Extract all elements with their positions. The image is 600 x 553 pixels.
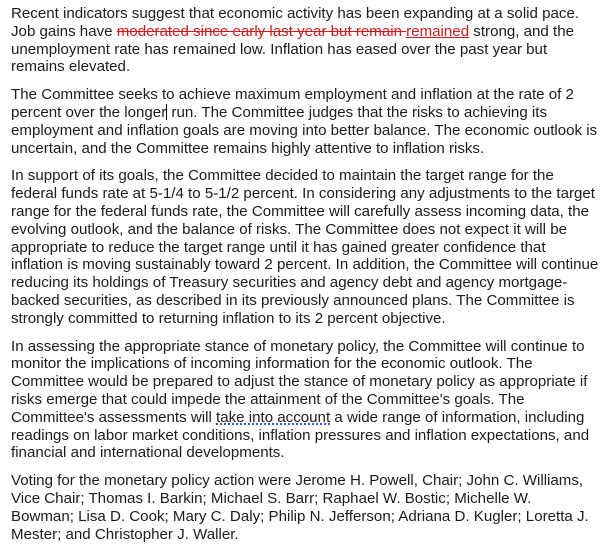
text-line: federal funds rate at 5-1/4 to 5-1/2 percent. In considering any adjustments to the target <box>11 185 595 203</box>
paragraph-economic-activity <box>11 5 593 76</box>
text-line: uncertain, and the Committee remains highly attentive to inflation risks. <box>11 139 485 157</box>
text-line: Committee would be prepared to adjust the stance of monetary policy as appropriate if <box>11 373 588 391</box>
text-line: risks emerge that could impede the attainment of the Committee's goals. The <box>11 390 525 408</box>
text-line: evolving outlook, and the balance of risks. The Committee does not expect it will be <box>11 220 567 238</box>
text-line: The Committee seeks to achieve maximum employment and inflation at the rate of 2 <box>11 86 574 104</box>
text-line <box>11 104 593 122</box>
text-line: monitor the implications of incoming information for the economic outlook. The <box>11 355 533 373</box>
text-line: employment and inflation goals are moving into better balance. The economic outlook is <box>11 121 598 139</box>
text-line: Recent indicators suggest that economic activity has been expanding at a solid pace. <box>11 5 580 22</box>
text-run: Job gains have <box>11 22 117 40</box>
text-line <box>11 409 593 427</box>
text-line: Vice Chair; Thomas I. Barkin; Michael S. Barr; Raphael W. Bostic; Michelle W. <box>11 489 532 507</box>
text-run: run. The Committee judges that the risks to achieving its <box>167 103 547 121</box>
text-line: backed securities, as described in its previously announced plans. The Committee is <box>11 291 575 309</box>
text-line: In support of its goals, the Committee decided to maintain the target range for the <box>11 167 554 185</box>
text-run: percent over the longer <box>11 103 167 121</box>
text-run: a wide range of information, including <box>330 408 585 426</box>
text-line: Bowman; Lisa D. Cook; Mary C. Daly; Philip N. Jefferson; Adriana D. Kugler; Loretta J. <box>11 507 589 525</box>
text-line: inflation is moving sustainably toward 2 percent. In addition, the Committee will continue <box>11 256 599 274</box>
text-run: strong, and the <box>469 22 574 40</box>
paragraph-voting-members <box>11 472 593 543</box>
text-line: unemployment rate has remained low. Inflation has eased over the past year but <box>11 40 548 58</box>
tracked-deletion[interactable]: moderated since early last year but remain <box>116 22 407 40</box>
text-line: Voting for the monetary policy action were Jerome H. Powell, Chair; John C. Williams, <box>11 472 584 490</box>
text-line: remains elevated. <box>11 58 131 76</box>
text-line: reducing its holdings of Treasury securities and agency debt and agency mortgage- <box>11 274 568 292</box>
document-body[interactable] <box>11 5 599 553</box>
text-line: range for the federal funds rate, the Committee will carefully assess incoming data, the <box>11 202 590 220</box>
paragraph-committee-goals <box>11 86 598 157</box>
text-line: readings on labor market conditions, inflation pressures and inflation expectations, and <box>11 426 590 444</box>
paragraph-target-range <box>11 167 599 327</box>
text-run: Committee's assessments will <box>11 408 217 426</box>
text-line: financial and international developments. <box>11 444 285 462</box>
text-line: appropriate to reduce the target range until it has gained greater confidence that <box>11 238 546 256</box>
text-line: In assessing the appropriate stance of monetary policy, the Committee will continue to <box>11 337 585 355</box>
text-line: strongly committed to returning inflation to its 2 percent objective. <box>11 309 446 327</box>
text-line: Mester; and Christopher J. Waller. <box>11 525 239 543</box>
text-line <box>11 23 593 41</box>
paragraph-monetary-stance <box>11 338 593 463</box>
grammar-flagged-phrase[interactable]: take into account <box>216 408 331 426</box>
tracked-insertion[interactable]: remained <box>406 22 470 40</box>
